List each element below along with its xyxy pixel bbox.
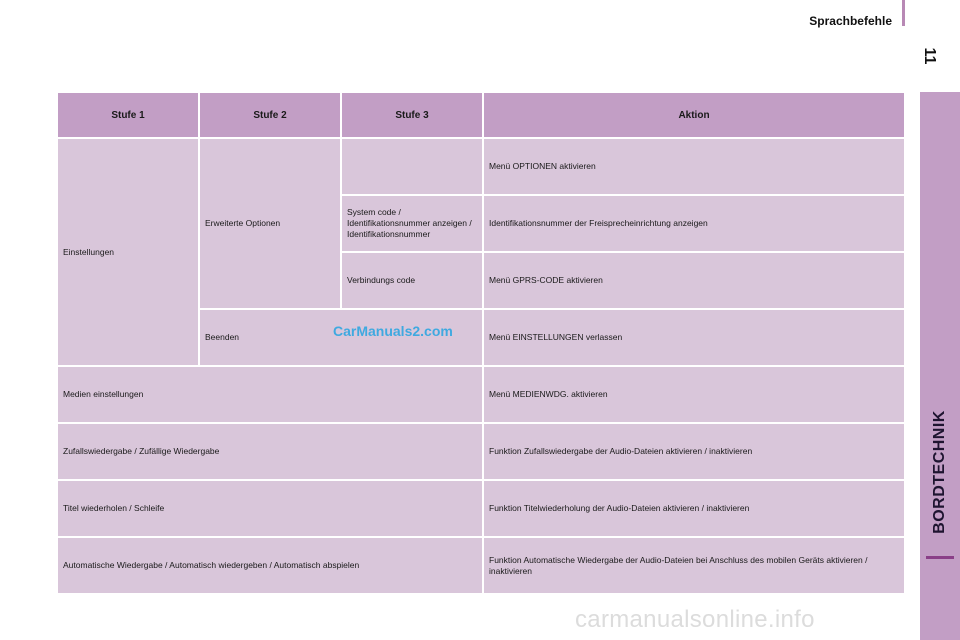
cell-zufall-action: Funktion Zufallswiedergabe der Audio-Dateien aktivieren / inaktivieren <box>483 423 905 480</box>
column-header-aktion: Aktion <box>483 92 905 138</box>
cell-optionen-action: Menü OPTIONEN aktivieren <box>483 138 905 195</box>
cell-titel: Titel wiederholen / Schleife <box>57 480 483 537</box>
cell-auto-action: Funktion Automatische Wiedergabe der Audio-Dateien bei Anschluss des mobilen Geräts aktivieren / inaktivieren <box>483 537 905 594</box>
cell-zufall: Zufallswiedergabe / Zufällige Wiedergabe <box>57 423 483 480</box>
table-header-row <box>57 92 905 138</box>
table-row <box>57 537 905 594</box>
cell-medien: Medien einstellungen <box>57 366 483 423</box>
table-row <box>57 423 905 480</box>
column-header-stufe-3: Stufe 3 <box>341 92 483 138</box>
table-row <box>57 138 905 195</box>
side-tab-divider <box>926 556 954 559</box>
cell-verbindungs-code: Verbindungs code <box>341 252 483 309</box>
cell-beenden-action: Menü EINSTELLUNGEN verlassen <box>483 309 905 366</box>
cell-titel-action: Funktion Titelwiederholung der Audio-Dateien aktivieren / inaktivieren <box>483 480 905 537</box>
carmanuals-watermark-link[interactable]: CarManuals2.com <box>333 323 453 339</box>
header-accent-rule <box>902 0 905 26</box>
page-title: Sprachbefehle <box>809 14 892 28</box>
cell-beenden: Beenden <box>199 309 483 366</box>
cell-system-code-action: Identifikationsnummer der Freisprecheinrichtung anzeigen <box>483 195 905 252</box>
column-header-stufe-1: Stufe 1 <box>57 92 199 138</box>
column-header-stufe-2: Stufe 2 <box>199 92 341 138</box>
cell-empty <box>341 138 483 195</box>
cell-system-code: System code / Identifikationsnummer anzeigen / Identifikationsnummer <box>341 195 483 252</box>
table-row <box>57 366 905 423</box>
table-row <box>57 480 905 537</box>
page-number: 11 <box>921 47 938 65</box>
cell-erweiterte-optionen: Erweiterte Optionen <box>199 138 341 309</box>
cell-medien-action: Menü MEDIENWDG. aktivieren <box>483 366 905 423</box>
cell-auto: Automatische Wiedergabe / Automatisch wiedergeben / Automatisch abspielen <box>57 537 483 594</box>
voice-command-table <box>56 91 906 595</box>
footer-watermark: carmanualsonline.info <box>575 606 815 633</box>
side-tab-label: BORDTECHNIK <box>931 410 948 534</box>
cell-verbindungs-action: Menü GPRS-CODE aktivieren <box>483 252 905 309</box>
cell-einstellungen: Einstellungen <box>57 138 199 366</box>
side-tab-label-box <box>920 396 960 548</box>
